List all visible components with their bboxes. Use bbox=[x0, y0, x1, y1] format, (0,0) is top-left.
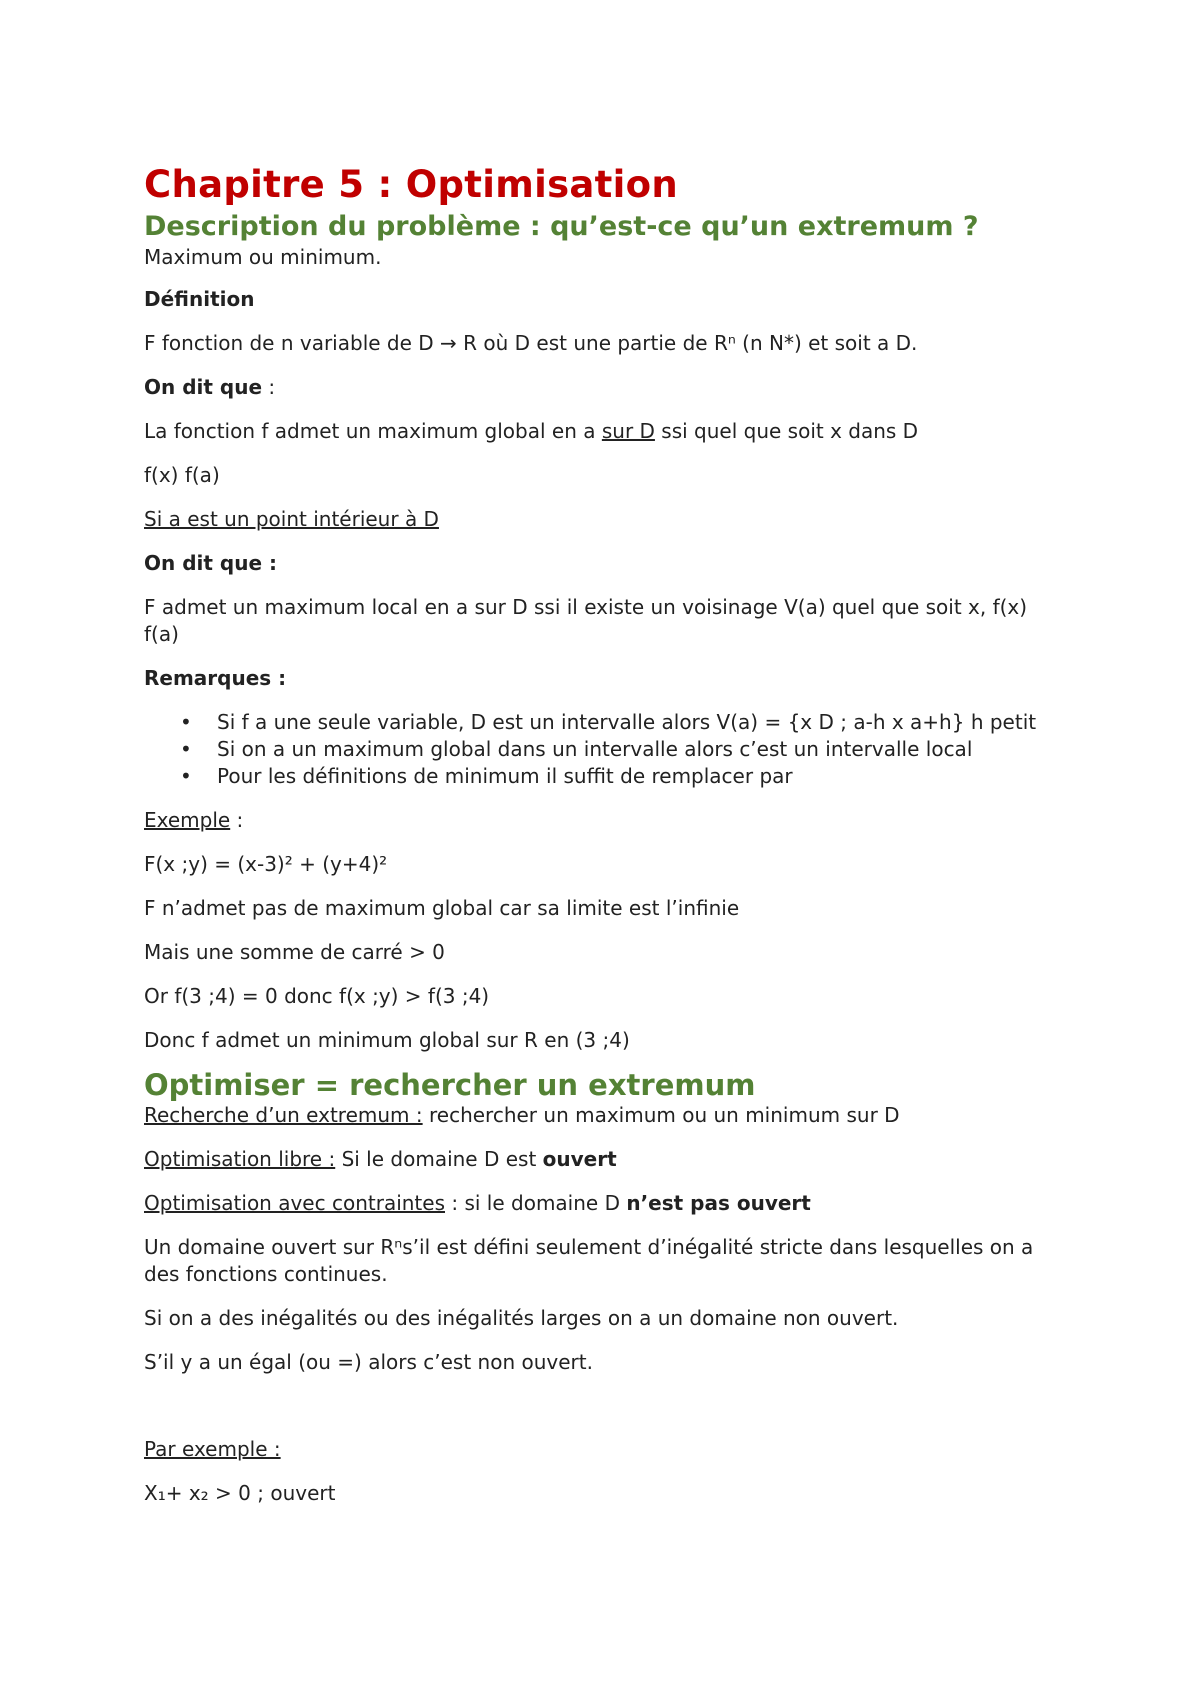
list-item: • Si f a une seule variable, D est un intervalle alors V(a) = {x D ; a-h x a+h} h petit bbox=[217, 709, 1064, 736]
section-heading-optimiser: Optimiser = rechercher un extremum bbox=[144, 1068, 756, 1102]
contraintes-label: Optimisation avec contraintes bbox=[144, 1191, 445, 1215]
example-line: F n’admet pas de maximum global car sa limite est l’infinie bbox=[144, 896, 740, 920]
libre-label: Optimisation libre : bbox=[144, 1147, 336, 1171]
libre-bold: ouvert bbox=[542, 1147, 617, 1171]
last-example-line: X₁+ x₂ > 0 ; ouvert bbox=[144, 1481, 336, 1505]
list-item: • Si on a un maximum global dans un intervalle alors c’est un intervalle local bbox=[217, 736, 1064, 763]
page-title: Chapitre 5 : Optimisation bbox=[144, 163, 679, 206]
on-dit-que-1-suffix: : bbox=[262, 375, 276, 399]
example-line: F(x ;y) = (x-3)² + (y+4)² bbox=[144, 852, 388, 876]
on-dit-que-1-bold: On dit que bbox=[144, 375, 263, 399]
example-line: Or f(3 ;4) = 0 donc f(x ;y) > f(3 ;4) bbox=[144, 984, 490, 1008]
recherche-line bbox=[144, 1102, 1064, 1129]
remarques-label: Remarques : bbox=[144, 666, 287, 690]
contraintes-line bbox=[144, 1190, 1064, 1217]
intro-text: Maximum ou minimum. bbox=[144, 245, 382, 269]
definition-line: F fonction de n variable de D → R où D est une partie de Rⁿ (n N*) et soit a D. bbox=[144, 331, 918, 355]
par-exemple-label: Par exemple : bbox=[144, 1437, 281, 1461]
example-line: Donc f admet un minimum global sur R en (3 ;4) bbox=[144, 1028, 630, 1052]
fx-fa-line-1: f(x) f(a) bbox=[144, 463, 220, 487]
ouvert-definition: Un domaine ouvert sur Rⁿs’il est défini seulement d’inégalité stricte dans lesquelles on a des fonctions continues. bbox=[144, 1235, 1034, 1286]
global-max-suffix: ssi quel que soit x dans D bbox=[654, 419, 919, 443]
document-content bbox=[144, 160, 1064, 1524]
non-ouvert-line-2: S’il y a un égal (ou =) alors c’est non ouvert. bbox=[144, 1350, 593, 1374]
definition-label: Définition bbox=[144, 287, 255, 311]
example-line: Mais une somme de carré > 0 bbox=[144, 940, 445, 964]
global-max-prefix: La fonction f admet un maximum global en a bbox=[144, 419, 602, 443]
non-ouvert-line-1: Si on a des inégalités ou des inégalités larges on a un domaine non ouvert. bbox=[144, 1306, 899, 1330]
local-max-line: F admet un maximum local en a sur D ssi il existe un voisinage V(a) quel que soit x, f(x) f(a) bbox=[144, 595, 1028, 646]
exemple-label: Exemple bbox=[144, 808, 231, 832]
libre-line bbox=[144, 1146, 1064, 1173]
remarques-list bbox=[144, 709, 1064, 790]
exemple-suffix: : bbox=[230, 808, 244, 832]
global-max-underlined: sur D bbox=[601, 419, 655, 443]
section-heading-description: Description du problème : qu’est-ce qu’un extremum ? bbox=[144, 211, 979, 242]
on-dit-que-1 bbox=[144, 374, 1064, 401]
on-dit-que-2: On dit que : bbox=[144, 551, 277, 575]
recherche-label: Recherche d’un extremum : bbox=[144, 1103, 423, 1127]
global-max-line bbox=[144, 418, 1064, 445]
contraintes-text: : si le domaine D bbox=[445, 1191, 627, 1215]
contraintes-bold: n’est pas ouvert bbox=[626, 1191, 811, 1215]
list-item: • Pour les définitions de minimum il suffit de remplacer par bbox=[217, 763, 1064, 790]
recherche-text: rechercher un maximum ou un minimum sur D bbox=[422, 1103, 900, 1127]
interior-point-line: Si a est un point intérieur à D bbox=[144, 507, 439, 531]
exemple-label-line bbox=[144, 807, 1064, 834]
libre-text: Si le domaine D est bbox=[335, 1147, 543, 1171]
